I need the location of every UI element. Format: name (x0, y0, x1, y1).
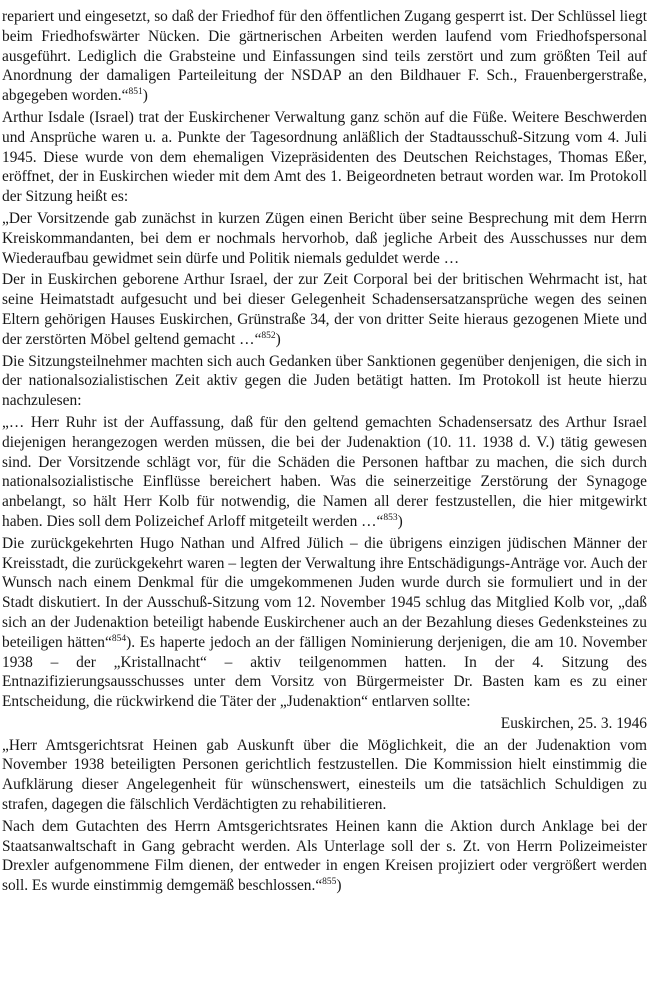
quote-text: Der in Euskirchen geborene Arthur Israel, der zur Zeit Corporal bei der britischen Wehrmacht ist, hat seine Heimatstadt aufgesucht und bei dieser Gelegenheit Schadensersatzansprüche wegen des seinen Eltern gehörigen Hauses Euskirchen, Grünstraße 34, der von dritter Seite hieraus gezogenen Miete und der zerstörten Möbel geltend gemacht …“ (2, 271, 647, 348)
quote-text: repariert und eingesetzt, so daß der Friedhof für den öffentlichen Zugang gesperrt ist. Der Schlüssel liegt beim Friedhofswärter Nücken. Die gärtnerischen Arbeiten werden laufend vom Friedhofspersonal ausgeführt. Lediglich die Grabsteine und Einfassungen sind teils zerstört und zum größten Teil auf Anordnung der damaligen Parteileitung der NSDAP an den Bildhauer F. Sch., Frauenbergerstraße, abgegeben worden.“ (2, 8, 647, 105)
footnote-ref-853: 853 (383, 512, 398, 523)
quote-paragraph-fn853 (2, 413, 647, 532)
footnote-paren: ) (275, 330, 281, 348)
quote-paragraph-fn855 (2, 817, 647, 896)
quote-paragraph-fn851 (2, 7, 647, 106)
dateline-euskirchen-1946: Euskirchen, 25. 3. 1946 (500, 714, 647, 732)
footnote-ref-854: 854 (111, 633, 127, 644)
footnote-paren: ) (142, 87, 148, 105)
quote-paragraph-fn852 (2, 270, 647, 349)
body-text: Die zurückgekehrten Hugo Nathan und Alfred Jülich – die übrigens einzigen jüdischen Männer der Kreisstadt, die zurückgekehrt waren – legten der Verwaltung ihre Entschädigungs-Anträge vor. Auch der Wunsch nach einem Denkmal für die umgekommenen Juden wurde durch sie formuliert und in der Stadt diskutiert. In der Ausschuß-Sitzung vom 12. November 1945 schlug das Mitglied Kolb vor, „daß sich an der Judenaktion beteiligt habende Euskirchener auch an der Bezahlung dieses Gedenksteines zu beteiligen hätten“ (2, 534, 647, 651)
quote-text: Nach dem Gutachten des Herrn Amtsgerichtsrates Heinen kann die Aktion durch Anklage bei der Staatsanwaltschaft in Gang gebracht werden. Als Unterlage soll der s. Zt. von Herrn Polizeimeister Drexler aufgenommene Film dienen, der entweder in engen Kreisen projiziert oder vergrößert werden soll. Es wurde einstimmig demgemäß beschlossen.“ (2, 817, 647, 895)
quote-paragraph-vorsitzende: „Der Vorsitzende gab zunächst in kurzen Zügen einen Bericht über seine Besprechung mit dem Herrn Kreiskommandanten, bei dem er nochmals hervorhob, daß jegliche Arbeit des Ausschusses nur dem Wiederaufbau gewidmet sein dürfe und Politik niemals geduldet werde … (2, 209, 647, 267)
footnote-ref-852: 852 (261, 330, 276, 341)
body-paragraph-sitzungsteilnehmer: Die Sitzungsteilnehmer machten sich auch Gedanken über Sanktionen gegenüber denjenigen, die sich in der nationalsozialistischen Zeit aktiv gegen die Juden betätigt hatten. Im Protokoll ist heute hierzu nachzulesen: (2, 352, 647, 410)
footnote-ref-855: 855 (322, 877, 337, 888)
quote-text: „… Herr Ruhr ist der Auffassung, daß für den geltend gemachten Schadensersatz des Arthur Israel diejenigen herangezogen werden müssen, die bei der Judenaktion (10. 11. 1938 d. V.) tätig gewesen sind. Der Vorsitzende schlägt vor, für die Schäden die Personen haftbar zu machen, die sich durch nationalsozialistische Einflüsse bereichert haben. Was die seinerzeitige Zerstörung der Synagoge anbelangt, so hält Herr Kolb für notwendig, die Namen all derer festzustellen, die hier mitgewirkt haben. Dies soll dem Polizeichef Arloff mitgeteilt werden …“ (2, 413, 647, 530)
quote-paragraph-amtsgerichtsrat: „Herr Amtsgerichtsrat Heinen gab Auskunft über die Möglichkeit, die an der Judenaktion vom November 1938 beteiligten Personen gerichtlich festzustellen. Die Kommission hielt einstimmig die Aufklärung dieser Angelegenheit für wünschenswert, einesteils um die tatsächlich Schuldigen zu strafen, dagegen die fälschlich Verdächtigten zu rehabilitieren. (2, 736, 647, 814)
footnote-ref-851: 851 (128, 87, 143, 98)
footnote-paren: ) (336, 877, 342, 895)
footnote-paren: ) (397, 512, 403, 530)
body-paragraph-nathan-juelich (2, 534, 647, 712)
body-text: ). Es haperte jedoch an der fälligen Nominierung derjenigen, die am 10. November 1938 – der „Kristallnacht“ – aktiv teilgenommen hatten. In der 4. Sitzung des Entnazifizierungsausschusses unter dem Vorsitz von Bürgermeister Dr. Basten kam es zu einer Entscheidung, die rückwirkend die Täter der „Judenaktion“ entlarven sollte: (2, 633, 648, 711)
body-paragraph-arthur-isdale: Arthur Isdale (Israel) trat der Euskirchener Verwaltung ganz schön auf die Füße. Weitere Beschwerden und Ansprüche waren u. a. Punkte der Tagesordnung anläßlich der Stadtausschuß-Sitzung vom 4. Juli 1945. Diese wurde von dem ehemaligen Vizepräsidenten des Deutschen Reichstages, Thomas Eßer, eröffnet, der in Euskirchen wieder mit dem Amt des 1. Beigeordneten betraut worden war. Im Protokoll der Sitzung heißt es: (2, 108, 647, 206)
